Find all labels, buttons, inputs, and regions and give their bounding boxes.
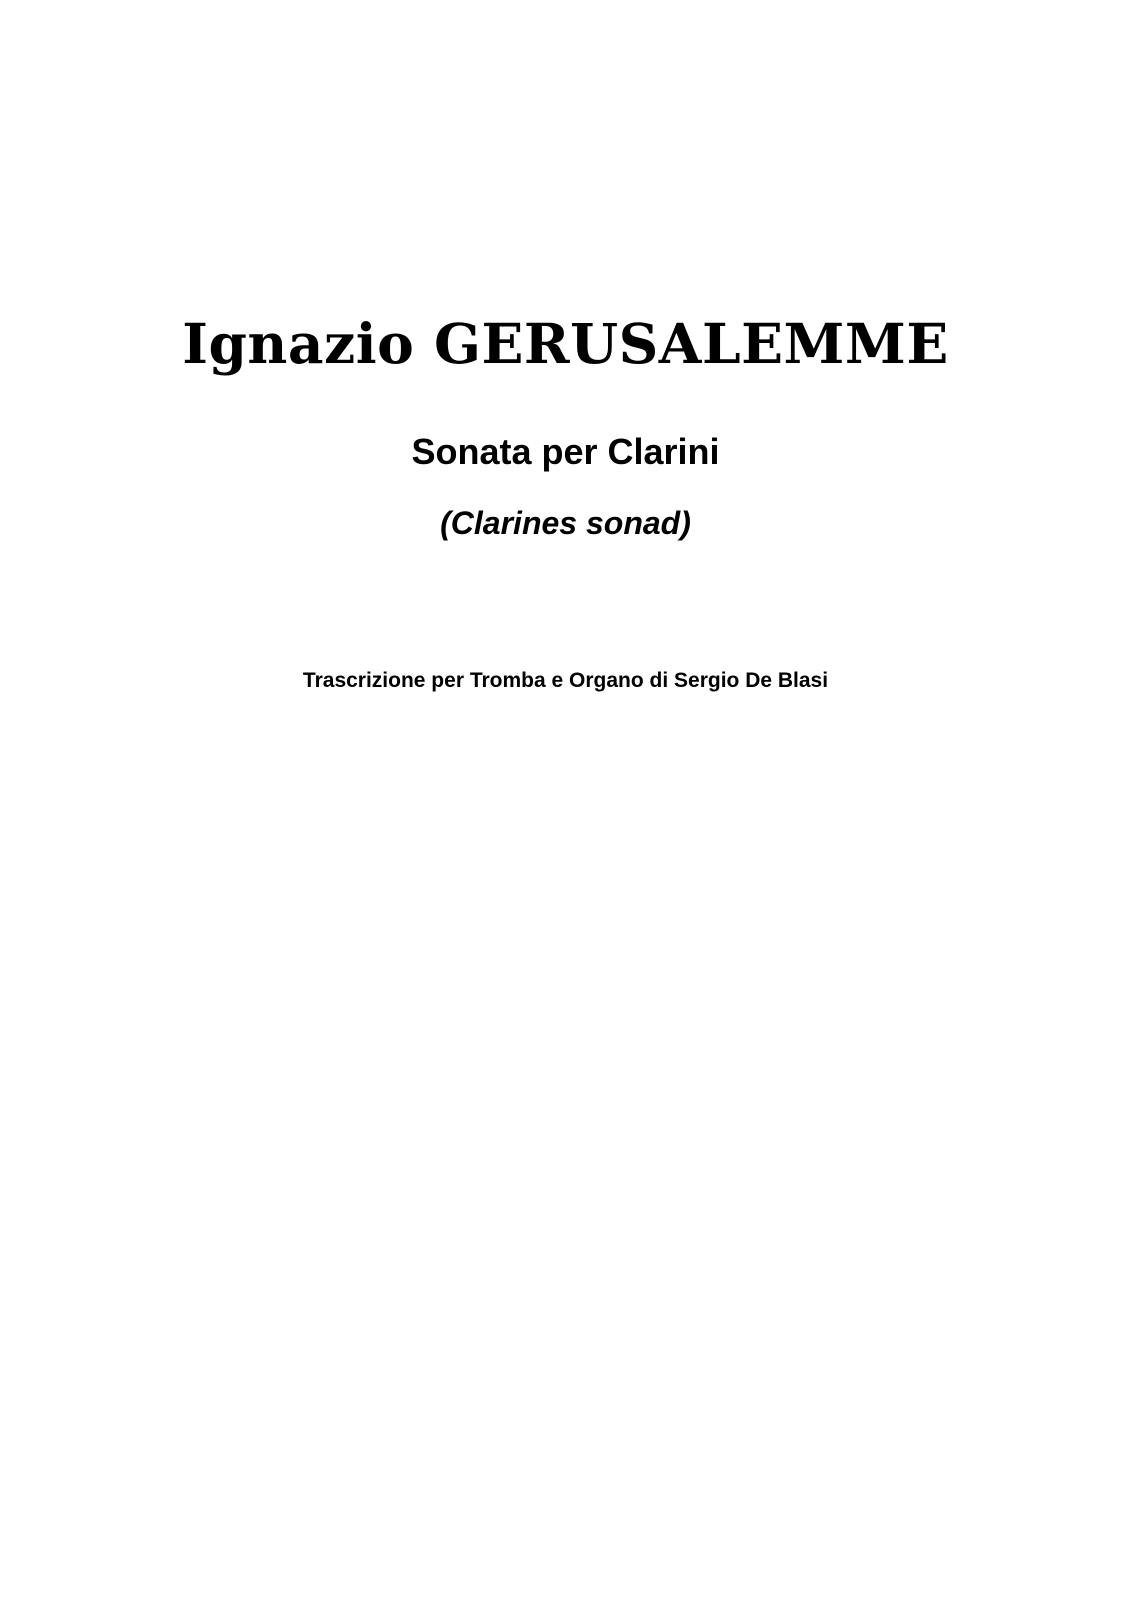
work-subtitle: (Clarines sonad) <box>440 504 691 541</box>
composer-name: Ignazio GERUSALEMME <box>182 311 949 376</box>
transcription-credit: Trascrizione per Tromba e Organo di Sergio De Blasi <box>302 669 829 692</box>
credit-block <box>0 669 1131 693</box>
title-block <box>0 311 1131 542</box>
work-title: Sonata per Clarini <box>411 430 720 472</box>
